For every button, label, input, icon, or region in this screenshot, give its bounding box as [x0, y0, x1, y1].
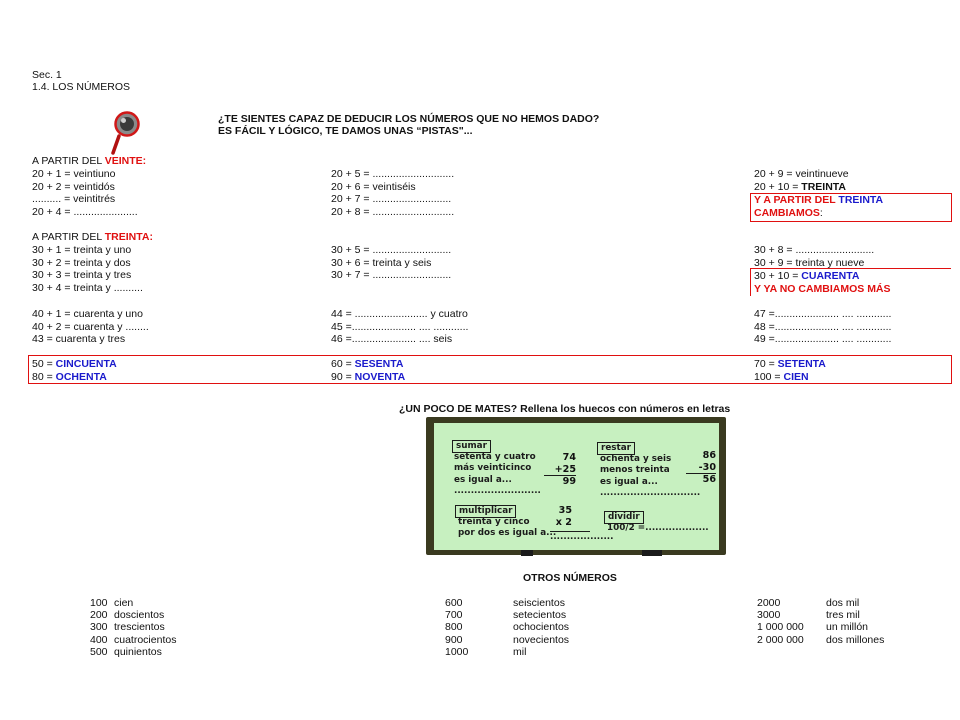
multiplicar-answer-blank[interactable]: ...................	[550, 532, 614, 542]
otros-word: un millón	[826, 621, 869, 634]
tens-item	[331, 358, 405, 371]
tens-item	[331, 371, 405, 384]
list-item: 30 + 9 = treinta y nueve	[754, 256, 865, 269]
list-item: 20 + 6 = veintiséis	[331, 180, 416, 193]
otros-number: 2 000 000	[757, 633, 804, 646]
veinte-note-cambiamos: CAMBIAMOS	[754, 206, 820, 219]
otros-word: novecientos	[513, 633, 570, 646]
sumar-result: 99	[544, 475, 576, 488]
otros-word: setecientos	[513, 609, 567, 622]
veinte-note-prefix: Y A PARTIR DEL	[754, 194, 839, 206]
sumar-tag: sumar	[452, 440, 491, 453]
restar-tag: restar	[597, 442, 635, 455]
otros-word: dos mil	[826, 597, 860, 609]
treinta-note-highlight: CUARENTA	[801, 270, 860, 282]
restar-operation	[686, 450, 716, 486]
multiplicar-tag: multiplicar	[455, 505, 516, 518]
otros-word: ochocientos	[513, 621, 570, 634]
veinte-note-line1	[754, 194, 883, 207]
otros-col1-words	[114, 597, 176, 658]
multiplicar-line: por dos es igual a...	[458, 528, 557, 539]
multiplicar-operation	[546, 505, 572, 528]
treinta-heading	[32, 231, 153, 244]
otros-number: 1000	[445, 645, 469, 658]
sumar-line: setenta y cuatro	[454, 452, 536, 462]
tens-word: SETENTA	[777, 358, 826, 370]
list-item: 30 + 3 = treinta y tres	[32, 269, 132, 282]
otros-word: trescientos	[114, 621, 165, 634]
chalk-piece	[521, 550, 533, 556]
list-item: 20 + 9 = veintinueve	[754, 168, 849, 180]
otros-number: 900	[445, 633, 463, 646]
tens-prefix: 90 =	[331, 370, 355, 383]
sumar-line: más veinticinco	[454, 463, 532, 474]
tens-prefix: 70 =	[754, 358, 778, 370]
list-item: 30 + 5 = ...........................	[331, 244, 452, 256]
list-item: 30 + 2 = treinta y dos	[32, 256, 131, 269]
otros-number: 200	[90, 609, 108, 622]
otros-number: 500	[90, 645, 108, 658]
multiplicar-line: treinta y cinco	[458, 517, 530, 527]
veinte-heading	[32, 155, 146, 168]
restar-line: menos treinta	[600, 465, 670, 476]
cuarenta-col2	[331, 308, 468, 346]
veinte-heading-highlight: VEINTE:	[104, 155, 147, 167]
treinta-heading-prefix: A PARTIR DEL	[32, 231, 105, 243]
otros-col2-numbers	[445, 597, 468, 658]
otros-col1-numbers	[90, 597, 108, 658]
cuarenta-col3	[754, 308, 891, 346]
otros-word: cien	[114, 597, 134, 609]
list-item: 46 =...................... .... seis	[331, 333, 453, 346]
sumar-operation	[544, 452, 576, 488]
list-item: 48 =...................... .... ............	[754, 320, 892, 333]
list-item: 30 + 7 = ...........................	[331, 269, 452, 282]
list-item: 30 + 1 = treinta y uno	[32, 244, 132, 256]
list-item: 20 + 7 = ...........................	[331, 193, 452, 206]
otros-number: 300	[90, 621, 108, 634]
treinta-note-prefix: 30 + 10 =	[754, 270, 802, 282]
multiplicar-n1: 35	[558, 505, 572, 516]
otros-word: dos millones	[826, 633, 885, 646]
treinta-col2	[331, 244, 451, 282]
restar-line: ochenta y seis	[600, 454, 672, 464]
tens-word: SESENTA	[354, 358, 404, 370]
otros-col3-numbers	[757, 597, 804, 646]
sumar-answer-blank[interactable]: ..........................	[454, 486, 541, 497]
veinte-note-line2	[754, 207, 883, 220]
list-item: 30 + 4 = treinta y ..........	[32, 281, 143, 294]
tens-prefix: 80 =	[32, 370, 56, 383]
tens-word: NOVENTA	[354, 370, 406, 383]
cuarenta-col1	[32, 308, 149, 346]
list-item: 45 =...................... .... ............	[331, 320, 469, 333]
otros-word: seiscientos	[513, 597, 565, 609]
tens-prefix: 60 =	[331, 358, 355, 370]
otros-col3-words	[826, 597, 884, 646]
list-item: 40 + 2 = cuarenta y ........	[32, 320, 149, 333]
tens-col1	[32, 358, 117, 383]
multiplicar-n2: x 2	[555, 516, 572, 528]
veinte-col2	[331, 168, 454, 218]
restar-n1: 86	[702, 450, 716, 461]
otros-number: 600	[445, 597, 463, 609]
list-item: 20 + 8 = ............................	[331, 205, 455, 218]
otros-number: 800	[445, 621, 463, 634]
otros-number: 700	[445, 609, 463, 622]
veinte-col3-prefix: 20 + 10 =	[754, 180, 802, 193]
otros-number: 3000	[757, 609, 781, 622]
treinta-heading-highlight: TREINTA:	[104, 231, 153, 243]
sumar-n2: +25	[554, 463, 576, 475]
otros-number: 2000	[757, 597, 781, 609]
tens-word: CIEN	[783, 370, 809, 383]
dividir-tag: dividir	[604, 511, 644, 524]
otros-word: tres mil	[826, 609, 860, 622]
treinta-col1	[32, 244, 143, 294]
veinte-col1	[32, 168, 138, 218]
otros-word: quinientos	[114, 645, 162, 658]
list-item: 47 =...................... .... ............	[754, 308, 892, 320]
list-item: 30 + 8 = ...........................	[754, 244, 875, 256]
tens-item	[32, 358, 117, 371]
restar-result: 56	[686, 473, 716, 486]
otros-word: cuatrocientos	[114, 633, 177, 646]
list-item: 20 + 5 = ............................	[331, 168, 455, 180]
restar-answer-blank[interactable]: ..............................	[600, 488, 701, 499]
magnifier-icon	[108, 109, 142, 155]
multiplicar-text	[458, 517, 556, 540]
treinta-col3	[754, 244, 874, 269]
list-item: 30 + 6 = treinta y seis	[331, 256, 432, 269]
tens-word: CINCUENTA	[55, 358, 117, 370]
chalkboard	[426, 417, 726, 555]
veinte-note-highlight: TREINTA	[838, 194, 884, 206]
veinte-col3	[754, 168, 849, 193]
intro-question-line2: ES FÁCIL Y LÓGICO, TE DAMOS UNAS “PISTAS"...	[218, 125, 473, 137]
restar-n2: -30	[698, 461, 716, 473]
chalkboard-surface	[434, 423, 719, 550]
dividir-expr: 100/2 =	[607, 523, 646, 533]
list-item	[754, 181, 849, 194]
eraser	[642, 550, 662, 556]
list-item: .......... = veintitrés	[32, 193, 116, 206]
otros-number: 400	[90, 633, 108, 646]
sumar-text	[454, 452, 541, 498]
veinte-note-suffix: :	[819, 206, 823, 219]
sumar-n1: 74	[562, 452, 576, 463]
page-title: 1.4. LOS NÚMEROS	[32, 81, 131, 93]
list-item: 20 + 4 = ......................	[32, 205, 138, 218]
dividir-answer-blank[interactable]: ...................	[645, 523, 709, 533]
list-item: 43 = cuarenta y tres	[32, 333, 126, 346]
list-item: 40 + 1 = cuarenta y uno	[32, 308, 143, 320]
section-label: Sec. 1	[32, 69, 62, 81]
otros-col2-words	[513, 597, 569, 658]
veinte-note	[754, 194, 883, 219]
otros-word: doscientos	[114, 609, 165, 622]
list-item: 20 + 1 = veintiuno	[32, 168, 116, 180]
otros-title: OTROS NÚMEROS	[523, 572, 617, 584]
tens-item	[32, 371, 117, 384]
tens-item	[754, 371, 826, 384]
tens-prefix: 100 =	[754, 370, 784, 383]
otros-number: 1 000 000	[757, 621, 804, 634]
mates-title: ¿UN POCO DE MATES? Rellena los huecos con números en letras	[399, 403, 731, 415]
restar-line: es igual a...	[600, 476, 658, 487]
dividir-text	[607, 523, 709, 534]
treinta-note-line1	[754, 270, 891, 283]
list-item: 49 =...................... .... ............	[754, 333, 892, 346]
otros-number: 100	[90, 597, 108, 609]
sumar-line: es igual a...	[454, 474, 512, 485]
veinte-col3-bold: TREINTA	[801, 180, 847, 193]
otros-word: mil	[513, 645, 527, 658]
veinte-heading-prefix: A PARTIR DEL	[32, 155, 105, 167]
tens-col2	[331, 358, 405, 383]
tens-col3	[754, 358, 826, 383]
tens-prefix: 50 =	[32, 358, 56, 370]
list-item: 20 + 2 = veintidós	[32, 180, 115, 193]
tens-item	[754, 358, 826, 371]
list-item: 44 = ......................... y cuatro	[331, 308, 468, 320]
tens-word: OCHENTA	[55, 370, 107, 383]
treinta-note	[754, 270, 891, 295]
intro-question-line1: ¿TE SIENTES CAPAZ DE DEDUCIR LOS NÚMEROS QUE NO HEMOS DADO?	[218, 113, 600, 125]
treinta-note-line2: Y YA NO CAMBIAMOS MÁS	[754, 282, 891, 295]
